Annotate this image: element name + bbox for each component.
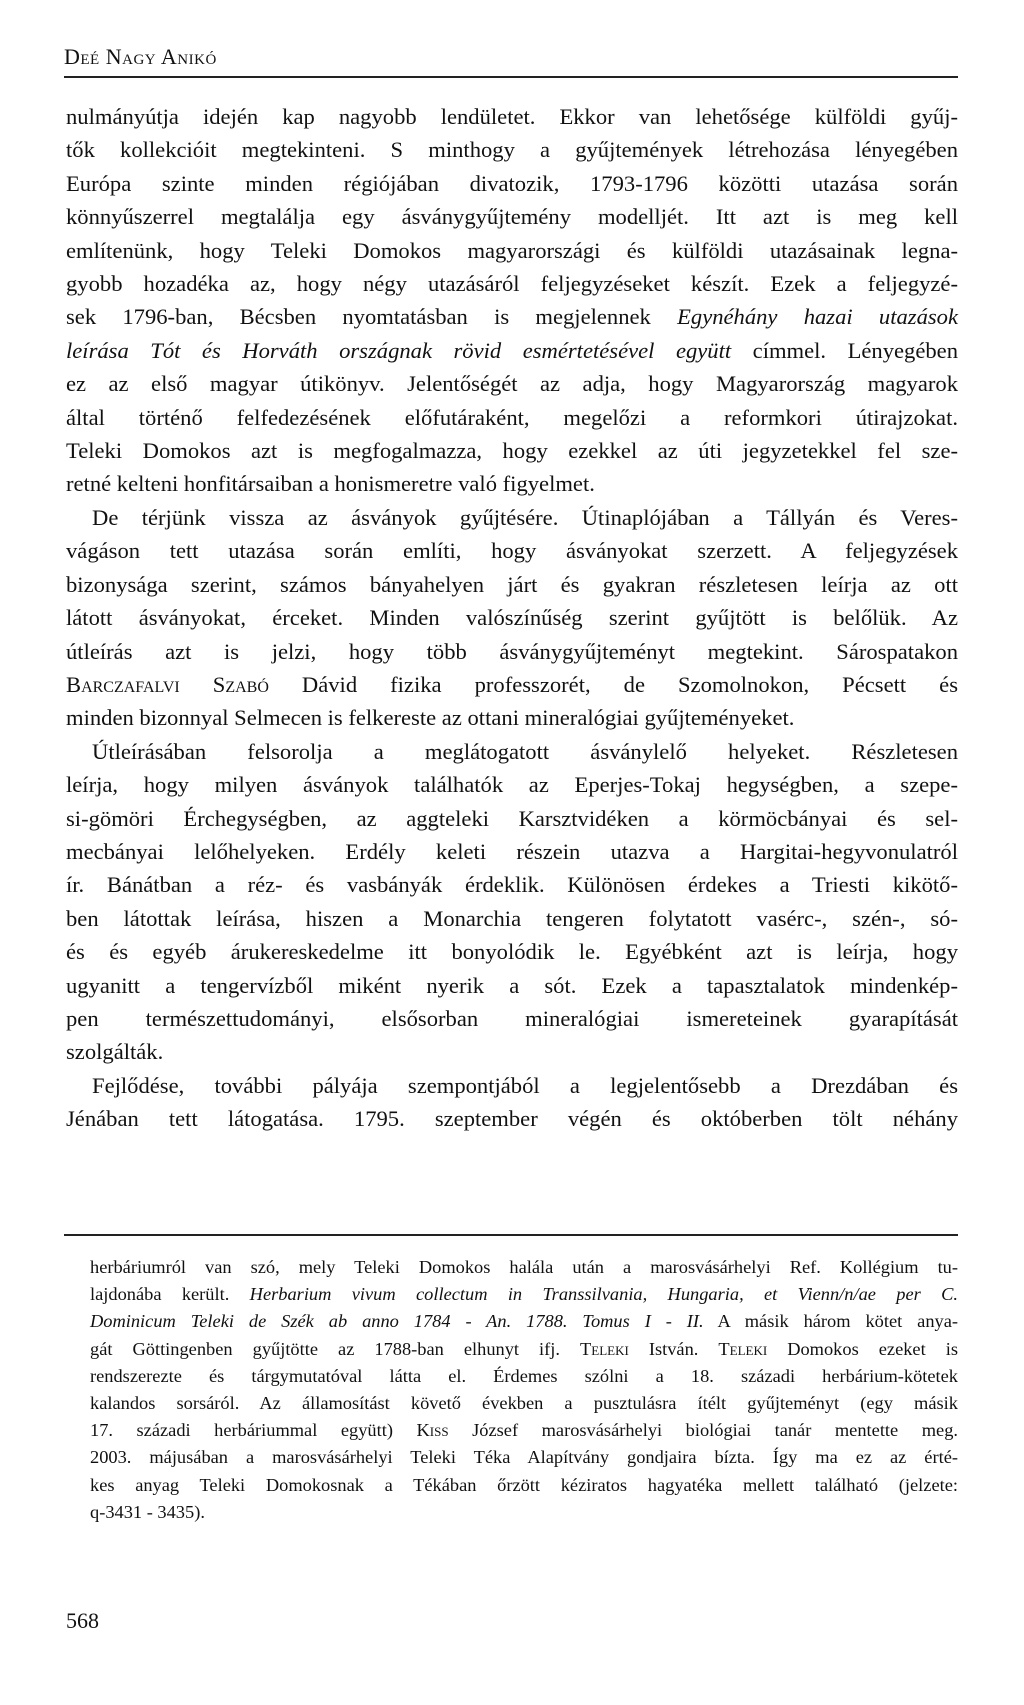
text-line: által történő felfedezésének előfutáraként, megelőzi a reformkori útirajzokat. — [66, 404, 958, 430]
page-number: 568 — [66, 1608, 99, 1633]
running-head-author-part1: Deé — [64, 44, 106, 69]
text-line: ugyanitt a tengervízből miként nyerik a sót. Ezek a tapasztalatok mindenkép- — [66, 972, 958, 998]
footnote-line: kes anyag Teleki Domokosnak a Tékában őrzött kéziratos hagyatéka mellett található (jelzete: — [90, 1474, 958, 1495]
text-line: bizonysága szerint, számos bányahelyen járt és gyakran részletesen leírja az ott — [66, 571, 958, 597]
text-run: sek 1796-ban, Bécsben nyomtatásban is megjelennek — [66, 304, 678, 330]
herbarium-title-italic: Dominicum Teleki de Szék ab anno 1784 - An. 1788. Tomus I - II. — [90, 1311, 704, 1332]
text-line: látott ásványokat, érceket. Minden valószínűség szerint gyűjtött is belőlük. Az — [66, 605, 958, 631]
person-name-smallcaps: Kiss — [416, 1420, 449, 1441]
text-line: si-gömöri Érchegységben, az aggteleki Karsztvidéken a körmöcbányai és sel- — [66, 805, 958, 831]
text-line — [66, 300, 958, 333]
text-line: Útleírásában felsorolja a meglátogatott ásványlelő helyeket. Részletesen — [92, 738, 958, 764]
text-run: gát Göttingenben gyűjtötte az 1788-ban elhunyt ifj. — [90, 1338, 581, 1359]
footnote-line: kalandos sorsáról. Az államosítást követő években a pusztulásra ítélt gyűjteményt (egy másik — [90, 1393, 958, 1414]
text-line: leírja, hogy milyen ásványok találhatók az Eperjes-Tokaj hegységben, a szepe- — [66, 772, 958, 798]
footnote-line — [90, 1417, 958, 1444]
footnote-line: herbáriumról van szó, mely Teleki Domokos halála után a marosvásárhelyi Ref. Kollégium tu- — [90, 1257, 958, 1277]
text-line: vágáson tett utazása során említi, hogy ásványokat szerzett. A feljegyzések — [66, 538, 958, 564]
herbarium-title-italic: Herbarium vivum collectum in Transsilvania, Hungaria, et Vienn/n/ae per C. — [249, 1284, 958, 1305]
text-line: ez az első magyar útikönyv. Jelentőségét az adja, hogy Magyarország magyarok — [66, 371, 958, 397]
person-name-smallcaps: Barczafalvi Szabó — [66, 671, 269, 697]
text-line: Európa szinte minden régiójában divatozik, 1793-1796 közötti utazása során — [66, 170, 958, 196]
text-line: Teleki Domokos azt is megfogalmazza, hogy ezekkel az úti jegyzetekkel fel sze- — [66, 438, 958, 464]
text-line: De térjünk vissza az ásványok gyűjtésére. Útinaplójában a Tállyán és Veres- — [92, 504, 958, 530]
text-run: István. — [628, 1338, 719, 1359]
text-line: ben látottak leírása, hiszen a Monarchia tengeren folytatott vasérc-, szén-, só- — [66, 905, 958, 931]
footnote-line — [90, 1281, 958, 1308]
text-run: lajdonába került. — [90, 1284, 250, 1305]
footnote — [90, 1254, 958, 1526]
text-line: és és egyéb árukereskedelme itt bonyolódik le. Egyébként azt is leírja, hogy — [66, 939, 958, 965]
footnote-rule — [64, 1234, 958, 1236]
text-line: minden bizonnyal Selmecen is felkereste az ottani mineralógiai gyűjteményeket. — [66, 705, 795, 731]
text-run: A másik három kötet anya- — [703, 1311, 959, 1332]
text-line — [66, 334, 958, 367]
text-line: tők kollekcióit megtekinteni. S minthogy a gyűjtemények létrehozása lényegében — [66, 137, 958, 163]
footnote-line — [90, 1336, 958, 1363]
text-line: könnyűszerrel megtalálja egy ásványgyűjtemény modelljét. Itt azt is meg kell — [66, 204, 958, 230]
text-run: címmel. Lényegében — [731, 337, 958, 363]
text-line: ír. Bánátban a réz- és vasbányák érdeklik. Különösen érdekes a Triesti kikötő- — [66, 872, 958, 898]
footnote-line: rendszerezte és tárgymutatóval látta el. Érdemes szólni a 18. századi herbárium-kötetek — [90, 1365, 958, 1386]
text-run: József marosvásárhelyi biológiai tanár mentette meg. — [448, 1420, 958, 1441]
text-line: Jénában tett látogatása. 1795. szeptember végén és októberben tölt néhány — [66, 1106, 958, 1132]
text-line: szolgálták. — [66, 1039, 164, 1065]
text-line: pen természettudományi, elsősorban mineralógiai ismereteinek gyarapítását — [66, 1005, 958, 1031]
book-title-italic: leírása Tót és Horváth országnak rövid esmértetésével együtt — [66, 337, 732, 363]
text-line: nulmányútja idején kap nagyobb lendületet. Ekkor van lehetősége külföldi gyűj- — [66, 104, 958, 129]
text-line: útleírás azt is jelzi, hogy több ásványgyűjteményt megtekint. Sárospatakon — [66, 638, 958, 664]
footnote-line: 2003. májusában a marosvásárhelyi Teleki Téka Alapítvány gondjaira bízta. Így ma ez az érté- — [90, 1447, 958, 1468]
text-run: 17. századi herbáriummal együtt) — [90, 1420, 417, 1441]
header-rule — [64, 76, 958, 78]
person-name-smallcaps: Teleki — [580, 1338, 629, 1359]
text-run: Dávid fizika professzorét, de Szomolnokon, Pécsett és — [268, 671, 958, 697]
text-line: gyobb hozadéka az, hogy négy utazásáról feljegyzéseket készít. Ezek a feljegyzé- — [66, 271, 958, 297]
text-line: említenünk, hogy Teleki Domokos magyarországi és külföldi utazásainak legna- — [66, 237, 958, 263]
person-name-smallcaps: Teleki — [718, 1338, 768, 1359]
main-text — [66, 100, 958, 1136]
text-line — [66, 668, 958, 701]
book-title-italic: Egynéhány hazai utazások — [677, 304, 958, 330]
running-head-author-part2: Nagy Anikó — [105, 44, 217, 69]
footnote-line — [90, 1308, 958, 1335]
running-head — [64, 44, 964, 70]
text-line: mecbányai lelőhelyeken. Erdély keleti részein utazva a Hargitai-hegyvonulatról — [66, 838, 958, 864]
footnote-line: q-3431 - 3435). — [90, 1501, 205, 1522]
text-line: retné kelteni honfitársaiban a honismeretre való figyelmet. — [66, 471, 595, 497]
text-run: Domokos ezeket is — [767, 1338, 958, 1359]
text-line: Fejlődése, további pályája szempontjából a legjelentősebb a Drezdában és — [92, 1072, 958, 1098]
